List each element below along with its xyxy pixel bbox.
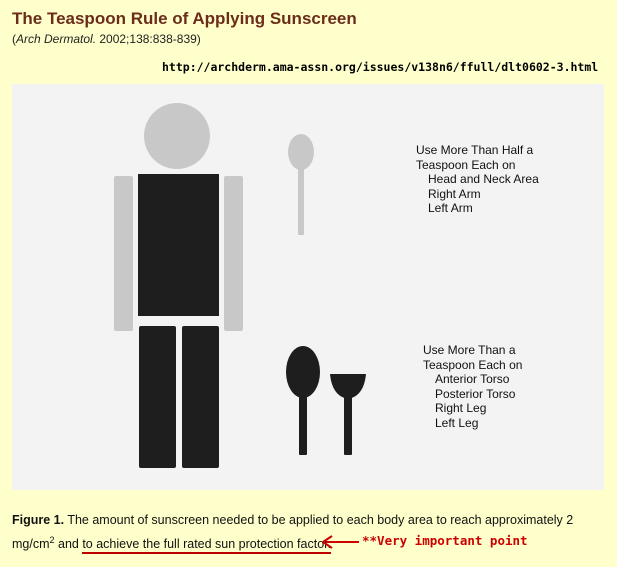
label-torso-legs (423, 343, 522, 430)
caption-figure-label: Figure 1. (12, 513, 65, 527)
label-head-arms (416, 143, 539, 216)
citation-details: 2002;138:838-839) (96, 32, 201, 46)
caption-superscript: 2 (49, 535, 55, 545)
important-note: **Very important point (362, 533, 528, 548)
label-bottom-item: Anterior Torso (435, 372, 510, 386)
citation (12, 32, 201, 46)
measuring-spoon-icon (330, 374, 366, 455)
caption-text: The amount of sunscreen needed to be applied to each body area to reach approximately 2 mg/cm (12, 513, 574, 552)
half-teaspoon-icon (288, 134, 314, 235)
caption-underlined: to achieve the full rated sun protection factor. (82, 537, 331, 554)
label-bottom-item: Right Leg (435, 401, 487, 415)
left-arrow-icon (322, 535, 360, 549)
label-bottom-line1: Use More Than a (423, 343, 516, 357)
diagram-panel (12, 84, 604, 490)
label-top-line2: Teaspoon Each on (416, 157, 516, 172)
citation-open: ( (12, 32, 16, 46)
figure-head (144, 103, 210, 169)
label-bottom-item: Posterior Torso (435, 386, 516, 401)
figure-right-arm (114, 176, 133, 331)
caption-text-2: and (54, 537, 83, 552)
label-bottom-line2: Teaspoon Each on (423, 357, 523, 372)
label-bottom-item: Left Leg (435, 415, 479, 430)
label-top-line1: Use More Than Half a (416, 143, 534, 157)
citation-journal: Arch Dermatol. (16, 32, 97, 46)
page-title: The Teaspoon Rule of Applying Sunscreen (12, 9, 357, 28)
teaspoon-icon (286, 346, 320, 455)
figure-left-leg (182, 326, 219, 468)
label-top-item: Left Arm (428, 201, 473, 215)
label-top-item: Right Arm (428, 186, 481, 201)
figure-left-arm (224, 176, 243, 331)
figure-torso (138, 174, 219, 316)
figure-right-leg (139, 326, 176, 468)
label-top-item: Head and Neck Area (428, 172, 539, 186)
source-url[interactable]: http://archderm.ama-assn.org/issues/v138n6/ffull/dlt0602-3.html (162, 60, 599, 74)
